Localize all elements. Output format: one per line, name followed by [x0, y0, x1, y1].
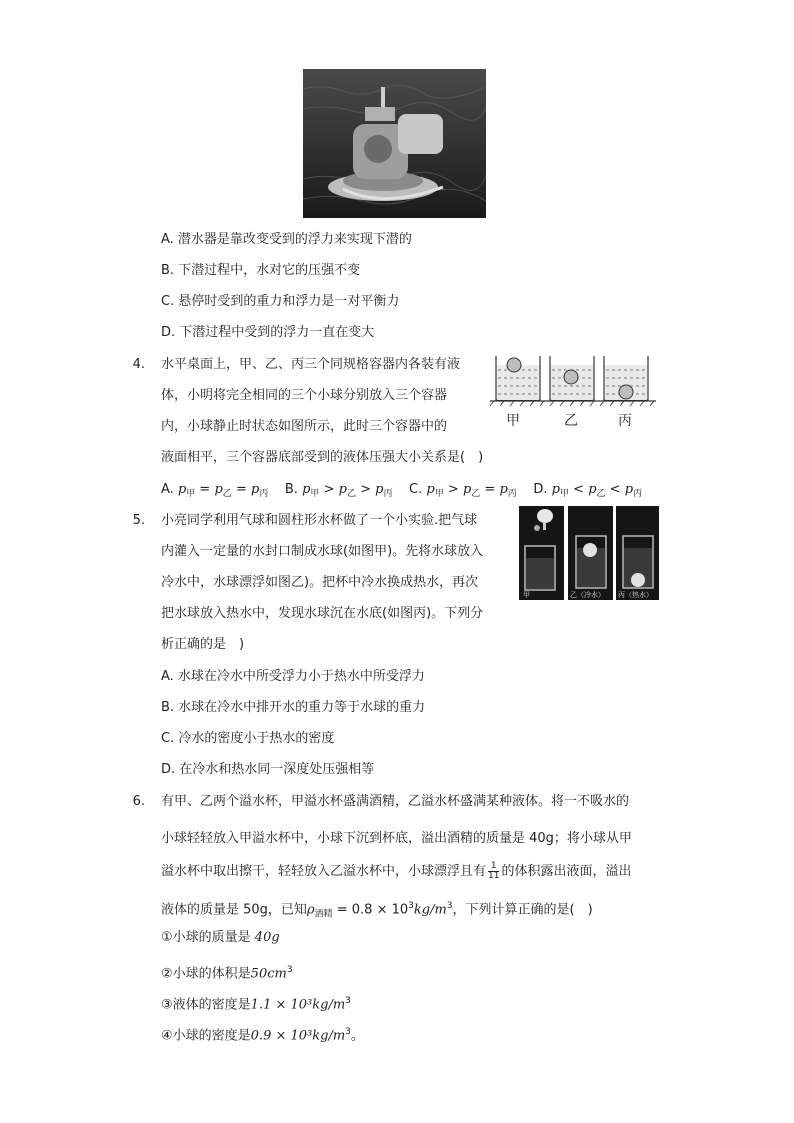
q5-line-5: 析正确的是 ) — [161, 637, 245, 652]
q4-number: 4. — [132, 357, 145, 372]
q5-option-a: A. 水球在冷水中所受浮力小于热水中所受浮力 — [161, 669, 425, 684]
q4-line-2: 体，小明将完全相同的三个小球分别放入三个容器 — [161, 388, 448, 403]
q5-option-b: B. 水球在冷水中排开水的重力等于水球的重力 — [161, 700, 426, 715]
q5-option-d: D. 在冷水和热水同一深度处压强相等 — [161, 762, 375, 777]
q4-line-1: 水平桌面上，甲、乙、丙三个同规格容器内各装有液 — [161, 357, 461, 372]
q6-line-4: 液体的质量是 50g，已知$\rho_{酒精} = 0.8 \times 10^3kg/m^3$，下列计算正确的是( ) — [161, 901, 593, 920]
q3-option-a: A. 潜水器是靠改变受到的浮力来实现下潜的 — [161, 232, 412, 247]
q5-label-jia: 甲 — [523, 591, 530, 599]
q6-number: 6. — [132, 794, 145, 809]
q6-item-3: ③液体的密度是$1.1 \times 10^3kg/m^3$ — [161, 996, 351, 1013]
q6-line-1: 有甲、乙两个溢水杯，甲溢水杯盛满酒精，乙溢水杯盛满某种液体。将一不吸水的 — [161, 794, 630, 809]
q3-option-c: C. 悬停时受到的重力和浮力是一对平衡力 — [161, 294, 400, 309]
q5-number: 5. — [132, 513, 145, 528]
q5-line-3: 冷水中，水球漂浮如图乙)。把杯中冷水换成热水，再次 — [161, 575, 479, 590]
q5-label-yi: 乙（冷水） — [570, 591, 605, 599]
q4-line-4: 液面相平，三个容器底部受到的液体压强大小关系是( ) — [161, 450, 484, 465]
q5-line-4: 把水球放入热水中，发现水球沉在水底(如图丙)。下列分 — [161, 606, 484, 621]
submersible-photo — [303, 69, 486, 218]
q6-item-4: ④小球的密度是$0.9 \times 10^3kg/m^3$。 — [161, 1027, 364, 1044]
q4-containers-figure — [490, 352, 660, 432]
submersible-illustration — [303, 69, 486, 218]
q5-photo-yi — [568, 506, 613, 600]
q5-photo-bing — [616, 506, 659, 600]
q5-line-2: 内灌入一定量的水封口制成水球(如图甲)。先将水球放入 — [161, 544, 484, 559]
q4-label-bing: 丙 — [618, 413, 632, 429]
q5-line-1: 小亮同学利用气球和圆柱形水杯做了一个小实验.把气球 — [161, 513, 478, 528]
q4-label-jia: 甲 — [506, 413, 520, 429]
q6-item-1: ①小球的质量是 40g — [161, 930, 280, 945]
q5-label-bing: 丙（热水） — [618, 591, 653, 599]
q4-option-c: C. $p_甲 > p_乙 = p_丙$ — [409, 482, 517, 499]
q4-option-a: A. $p_甲 = p_乙 = p_丙$ — [161, 482, 269, 499]
q6-line-2: 小球轻轻放入甲溢水杯中，小球下沉到杯底，溢出酒精的质量是 40g；将小球从甲 — [161, 831, 632, 846]
q5-photo-jia — [519, 506, 564, 600]
q3-option-d: D. 下潜过程中受到的浮力一直在变大 — [161, 325, 375, 340]
q4-line-3: 内，小球静止时状态如图所示，此时三个容器中的 — [161, 419, 448, 434]
q4-option-d: D. $p_甲 < p_乙 < p_丙$ — [533, 482, 643, 499]
q6-fraction: $\frac{1}{11}$ — [488, 861, 500, 881]
q6-item-2: ②小球的体积是$50cm^3$ — [161, 965, 293, 982]
q4-options-row — [161, 480, 642, 504]
q5-option-c: C. 冷水的密度小于热水的密度 — [161, 731, 335, 746]
q4-label-yi: 乙 — [564, 413, 578, 429]
q3-option-b: B. 下潜过程中，水对它的压强不变 — [161, 263, 361, 278]
q4-option-b: B. $p_甲 > p_乙 > p_丙$ — [284, 482, 393, 499]
q6-line-3: 溢水杯中取出擦干，轻轻放入乙溢水杯中，小球漂浮且有 $\frac{1}{11}$ 的体积露出液面，溢出 — [161, 861, 632, 881]
